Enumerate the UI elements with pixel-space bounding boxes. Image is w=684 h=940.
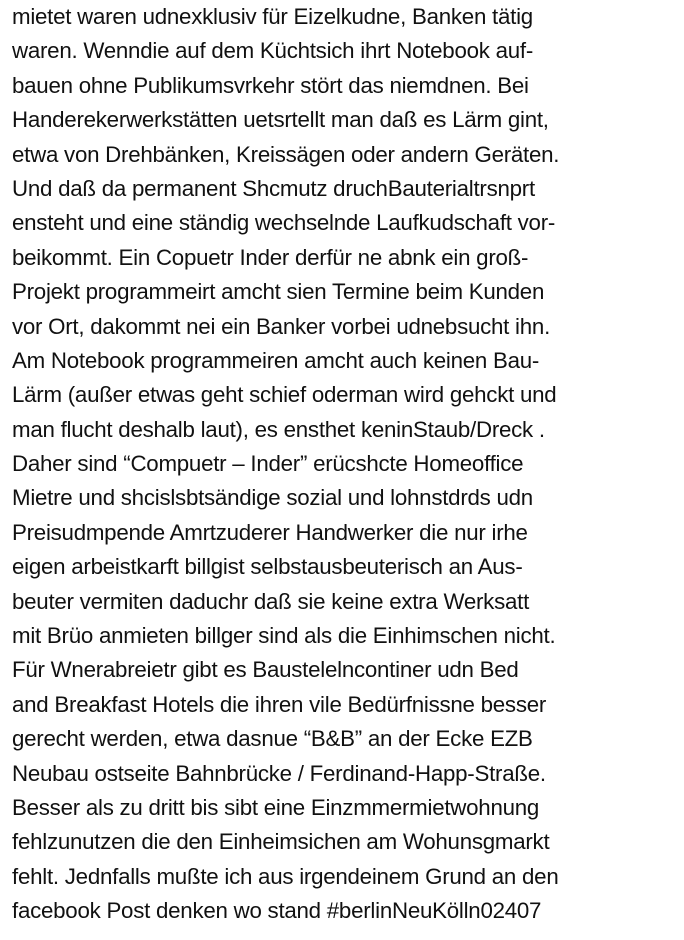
text-line: gerecht werden, etwa dasnue “B&B” an der Ecke EZB [12,726,533,752]
text-line: fehlt. Jednfalls mußte ich aus irgendeinem Grund an den [12,863,559,889]
text-line: Lärm (außer etwas geht schief oderman wird gehckt und [12,382,557,408]
text-line: Am Notebook programmeiren amcht auch keinen Bau- [12,347,540,373]
text-line: mietet waren udnexklusiv für Eizelkudne, Banken tätig [12,4,533,29]
text-line: facebook Post denken wo stand #berlinNeuKölln02407 [12,898,542,924]
text-line: fehlzunutzen die den Einheimsichen am Wohunsgmarkt [12,829,550,855]
text-line: beuter vermiten daduchr daß sie keine extra Werksatt [12,588,530,614]
text-line: Projekt programmeirt amcht sien Termine beim Kunden [12,279,545,305]
text-line: Handerekerwerkstätten uetsrtellt man daß es Lärm gint, [12,107,549,133]
text-line: beikommt. Ein Copuetr Inder derfür ne abnk ein groß- [12,244,529,270]
text-line: mit Brüo anmieten billger sind als die Einhimschen nicht. [12,623,556,649]
text-line: Mietre und shcislsbtsändige sozial und lohnstdrds udn [12,485,533,511]
text-line: vor Ort, dakommt nei ein Banker vorbei udnebsucht ihn. [12,313,551,339]
text-line: bauen ohne Publikumsvrkehr stört das niemdnen. Bei [12,72,529,98]
text-line: Daher sind “Compuetr – Inder” erücshcte Homeoffice [12,451,524,477]
text-line: eigen arbeistkarft billgist selbstausbeuterisch an Aus- [12,554,523,580]
text-line: and Breakfast Hotels die ihren vile Bedürfnissne besser [12,691,547,717]
text-line: Neubau ostseite Bahnbrücke / Ferdinand-Happ-Straße. [12,760,546,786]
text-line: man flucht deshalb laut), es ensthet keninStaub/Dreck . [12,416,545,442]
text-line: etwa von Drehbänken, Kreissägen oder andern Geräten. [12,141,560,167]
text-line: ensteht und eine ständig wechselnde Laufkudschaft vor- [12,210,556,236]
text-line: waren. Wenndie auf dem Küchtsich ihrt Notebook auf- [12,38,534,64]
text-line: Besser als zu dritt bis sibt eine Einzmmermietwohnung [12,794,540,820]
document-page [12,0,684,940]
text-line: Preisudmpende Amrtzuderer Handwerker die nur irhe [12,519,528,545]
text-line: Und daß da permanent Shcmutz druchBauterialtrsnprt [12,175,535,201]
text-line: Für Wnerabreietr gibt es Baustelelncontiner udn Bed [12,657,519,683]
